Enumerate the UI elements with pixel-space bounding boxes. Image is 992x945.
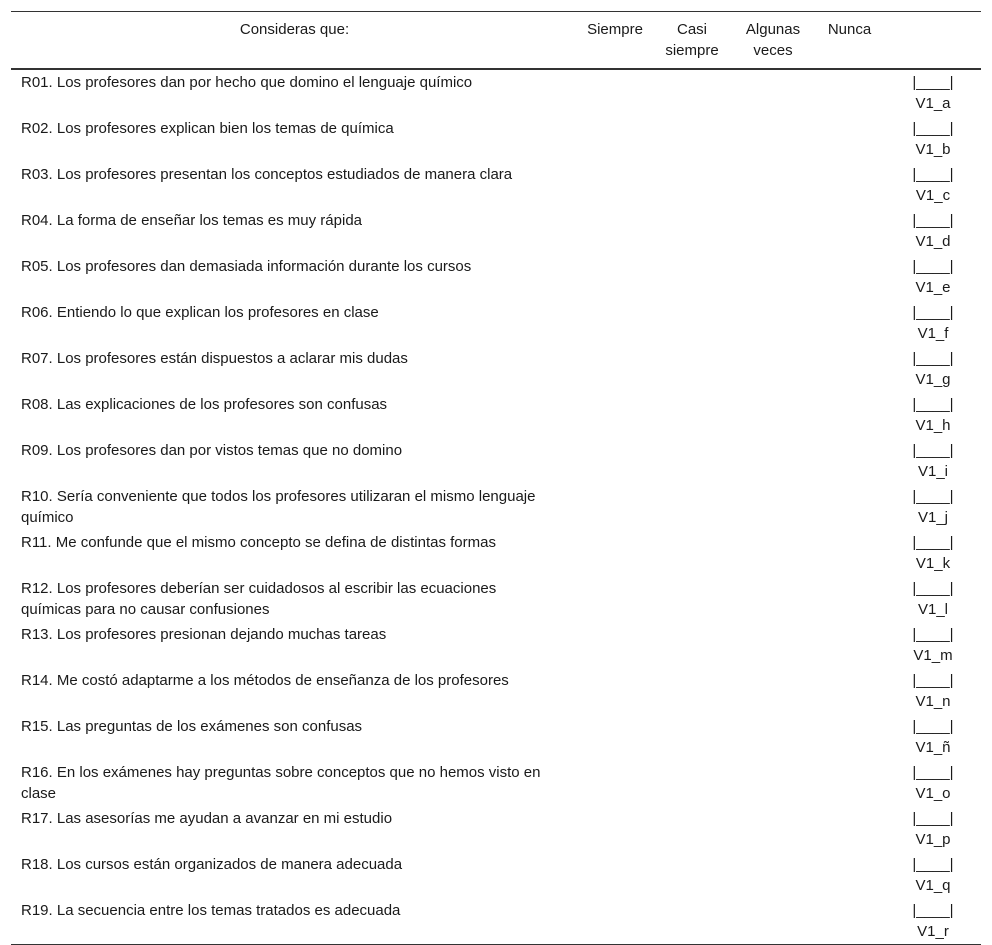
code-cell xyxy=(885,484,981,530)
item-statement xyxy=(11,806,578,852)
table-row xyxy=(11,806,981,852)
item-text: R02. Los profesores explican bien los temas de química xyxy=(21,120,394,137)
answer-cell[interactable] xyxy=(732,300,814,346)
answer-cell[interactable] xyxy=(732,162,814,208)
answer-cell[interactable] xyxy=(578,392,652,438)
table-row xyxy=(11,208,981,254)
item-text: R05. Los profesores dan demasiada información durante los cursos xyxy=(21,258,472,275)
variable-code: V1_f xyxy=(917,325,949,342)
answer-cell[interactable] xyxy=(578,346,652,392)
answer-cell[interactable] xyxy=(652,69,732,116)
answer-cell[interactable] xyxy=(652,300,732,346)
answer-blank[interactable]: |____| xyxy=(912,718,954,735)
answer-cell[interactable] xyxy=(732,622,814,668)
answer-cell[interactable] xyxy=(578,760,652,806)
answer-cell[interactable] xyxy=(652,484,732,530)
code-cell xyxy=(885,438,981,484)
variable-code: V1_l xyxy=(917,601,949,618)
item-statement xyxy=(11,484,578,530)
item-text: R08. Las explicaciones de los profesores son confusas xyxy=(21,396,388,413)
answer-blank[interactable]: |____| xyxy=(912,488,954,505)
answer-blank[interactable]: |____| xyxy=(912,258,954,275)
item-statement xyxy=(11,208,578,254)
item-text: R17. Las asesorías me ayudan a avanzar en mi estudio xyxy=(21,810,393,827)
survey-table xyxy=(11,11,981,945)
answer-cell[interactable] xyxy=(652,530,732,576)
code-cell xyxy=(885,69,981,116)
answer-blank[interactable]: |____| xyxy=(912,534,954,551)
header-option-casi-siempre: Casi siempre xyxy=(665,21,719,59)
answer-cell[interactable] xyxy=(732,346,814,392)
answer-cell[interactable] xyxy=(732,760,814,806)
answer-blank[interactable]: |____| xyxy=(912,212,954,229)
table-row xyxy=(11,576,981,622)
item-text: R16. En los exámenes hay preguntas sobre conceptos que no hemos visto en clase xyxy=(21,764,541,802)
header-option-nunca: Nunca xyxy=(827,21,872,38)
answer-cell[interactable] xyxy=(652,392,732,438)
answer-cell[interactable] xyxy=(652,852,732,898)
answer-blank[interactable]: |____| xyxy=(912,304,954,321)
answer-cell[interactable] xyxy=(578,162,652,208)
answer-blank[interactable]: |____| xyxy=(912,672,954,689)
table-row xyxy=(11,852,981,898)
answer-cell[interactable] xyxy=(814,116,885,162)
answer-cell[interactable] xyxy=(732,116,814,162)
answer-cell[interactable] xyxy=(652,760,732,806)
item-text: R07. Los profesores están dispuestos a aclarar mis dudas xyxy=(21,350,408,367)
answer-blank[interactable]: |____| xyxy=(912,166,954,183)
answer-cell[interactable] xyxy=(652,116,732,162)
table-row xyxy=(11,714,981,760)
code-cell xyxy=(885,300,981,346)
answer-blank[interactable]: |____| xyxy=(912,764,954,781)
item-text: R06. Entiendo lo que explican los profesores en clase xyxy=(21,304,379,321)
code-cell xyxy=(885,622,981,668)
variable-code: V1_g xyxy=(915,371,951,388)
item-statement xyxy=(11,668,578,714)
variable-code: V1_d xyxy=(915,233,951,250)
code-cell xyxy=(885,714,981,760)
variable-code: V1_b xyxy=(915,141,951,158)
answer-cell[interactable] xyxy=(652,438,732,484)
code-cell xyxy=(885,576,981,622)
item-statement xyxy=(11,162,578,208)
answer-cell[interactable] xyxy=(732,898,814,945)
answer-cell[interactable] xyxy=(814,346,885,392)
code-cell xyxy=(885,852,981,898)
variable-code: V1_p xyxy=(915,831,951,848)
code-cell xyxy=(885,760,981,806)
answer-blank[interactable]: |____| xyxy=(912,626,954,643)
item-text: R11. Me confunde que el mismo concepto se defina de distintas formas xyxy=(21,534,496,551)
answer-blank[interactable]: |____| xyxy=(912,902,954,919)
item-statement xyxy=(11,254,578,300)
answer-cell[interactable] xyxy=(732,254,814,300)
variable-code: V1_n xyxy=(915,693,951,710)
variable-code: V1_o xyxy=(915,785,951,802)
survey-table-container xyxy=(11,11,981,945)
answer-cell[interactable] xyxy=(814,760,885,806)
answer-cell[interactable] xyxy=(814,254,885,300)
answer-blank[interactable]: |____| xyxy=(912,442,954,459)
answer-cell[interactable] xyxy=(652,898,732,945)
answer-cell[interactable] xyxy=(652,346,732,392)
header-code xyxy=(885,12,981,70)
answer-cell[interactable] xyxy=(578,300,652,346)
variable-code: V1_m xyxy=(913,647,953,664)
answer-cell[interactable] xyxy=(578,438,652,484)
answer-cell[interactable] xyxy=(578,530,652,576)
item-text: R01. Los profesores dan por hecho que domino el lenguaje químico xyxy=(21,74,473,91)
table-row xyxy=(11,622,981,668)
code-cell xyxy=(885,898,981,945)
item-text: R18. Los cursos están organizados de manera adecuada xyxy=(21,856,403,873)
answer-cell[interactable] xyxy=(814,714,885,760)
header-question: Consideras que: xyxy=(239,21,350,38)
table-row xyxy=(11,300,981,346)
answer-cell[interactable] xyxy=(732,484,814,530)
answer-cell[interactable] xyxy=(578,116,652,162)
answer-cell[interactable] xyxy=(652,806,732,852)
item-text: R19. La secuencia entre los temas tratados es adecuada xyxy=(21,902,401,919)
item-statement xyxy=(11,760,578,806)
answer-cell[interactable] xyxy=(814,300,885,346)
answer-blank[interactable]: |____| xyxy=(912,810,954,827)
answer-cell[interactable] xyxy=(652,714,732,760)
answer-cell[interactable] xyxy=(578,208,652,254)
item-statement xyxy=(11,714,578,760)
answer-cell[interactable] xyxy=(652,254,732,300)
answer-cell[interactable] xyxy=(578,806,652,852)
item-text: R03. Los profesores presentan los conceptos estudiados de manera clara xyxy=(21,166,513,183)
answer-cell[interactable] xyxy=(578,576,652,622)
code-cell xyxy=(885,208,981,254)
variable-code: V1_c xyxy=(915,187,951,204)
header-row xyxy=(11,12,981,70)
table-row xyxy=(11,162,981,208)
answer-cell[interactable] xyxy=(814,898,885,945)
answer-cell[interactable] xyxy=(732,69,814,116)
answer-cell[interactable] xyxy=(732,668,814,714)
answer-cell[interactable] xyxy=(578,668,652,714)
header-option-algunas-veces: Algunas veces xyxy=(745,21,801,59)
answer-cell[interactable] xyxy=(732,806,814,852)
table-row xyxy=(11,668,981,714)
answer-cell[interactable] xyxy=(578,852,652,898)
answer-cell[interactable] xyxy=(814,622,885,668)
table-row xyxy=(11,116,981,162)
answer-cell[interactable] xyxy=(814,69,885,116)
answer-cell[interactable] xyxy=(814,806,885,852)
code-cell xyxy=(885,668,981,714)
item-text: R04. La forma de enseñar los temas es muy rápida xyxy=(21,212,363,229)
item-text: R12. Los profesores deberían ser cuidadosos al escribir las ecuaciones químicas para no causar confusiones xyxy=(21,580,497,618)
item-text: R13. Los profesores presionan dejando muchas tareas xyxy=(21,626,387,643)
table-row xyxy=(11,760,981,806)
header-option-siempre: Siempre xyxy=(587,21,643,38)
answer-blank[interactable]: |____| xyxy=(912,580,954,597)
answer-blank[interactable]: |____| xyxy=(912,856,954,873)
answer-cell[interactable] xyxy=(578,484,652,530)
variable-code: V1_ñ xyxy=(915,739,951,756)
answer-cell[interactable] xyxy=(652,162,732,208)
answer-cell[interactable] xyxy=(732,576,814,622)
answer-blank[interactable]: |____| xyxy=(912,350,954,367)
answer-cell[interactable] xyxy=(578,254,652,300)
answer-cell[interactable] xyxy=(814,668,885,714)
answer-blank[interactable]: |____| xyxy=(912,396,954,413)
item-statement xyxy=(11,116,578,162)
answer-cell[interactable] xyxy=(578,898,652,945)
item-statement xyxy=(11,898,578,945)
answer-blank[interactable]: |____| xyxy=(912,74,954,91)
item-statement xyxy=(11,852,578,898)
table-row xyxy=(11,484,981,530)
table-row xyxy=(11,392,981,438)
answer-cell[interactable] xyxy=(732,852,814,898)
variable-code: V1_k xyxy=(915,555,951,572)
answer-cell[interactable] xyxy=(814,162,885,208)
answer-cell[interactable] xyxy=(578,622,652,668)
code-cell xyxy=(885,392,981,438)
answer-cell[interactable] xyxy=(652,668,732,714)
item-statement xyxy=(11,438,578,484)
code-cell xyxy=(885,116,981,162)
variable-code: V1_h xyxy=(915,417,951,434)
answer-cell[interactable] xyxy=(732,530,814,576)
code-cell xyxy=(885,162,981,208)
answer-cell[interactable] xyxy=(578,69,652,116)
code-cell xyxy=(885,806,981,852)
table-row xyxy=(11,898,981,945)
item-statement xyxy=(11,346,578,392)
answer-cell[interactable] xyxy=(814,484,885,530)
answer-cell[interactable] xyxy=(652,576,732,622)
code-cell xyxy=(885,346,981,392)
answer-cell[interactable] xyxy=(652,208,732,254)
survey-body xyxy=(11,69,981,945)
variable-code: V1_r xyxy=(917,923,949,940)
variable-code: V1_i xyxy=(917,463,949,480)
answer-cell[interactable] xyxy=(732,392,814,438)
item-statement xyxy=(11,576,578,622)
item-text: R09. Los profesores dan por vistos temas que no domino xyxy=(21,442,403,459)
item-statement xyxy=(11,392,578,438)
item-statement xyxy=(11,622,578,668)
answer-cell[interactable] xyxy=(814,530,885,576)
variable-code: V1_j xyxy=(917,509,949,526)
code-cell xyxy=(885,530,981,576)
answer-cell[interactable] xyxy=(814,852,885,898)
item-text: R10. Sería conveniente que todos los profesores utilizaran el mismo lenguaje químico xyxy=(21,488,536,526)
answer-cell[interactable] xyxy=(578,714,652,760)
code-cell xyxy=(885,254,981,300)
answer-cell[interactable] xyxy=(814,392,885,438)
table-row xyxy=(11,346,981,392)
table-row xyxy=(11,69,981,116)
table-row xyxy=(11,530,981,576)
answer-cell[interactable] xyxy=(652,622,732,668)
answer-blank[interactable]: |____| xyxy=(912,120,954,137)
table-row xyxy=(11,438,981,484)
answer-cell[interactable] xyxy=(732,208,814,254)
answer-cell[interactable] xyxy=(814,438,885,484)
item-statement xyxy=(11,69,578,116)
item-statement xyxy=(11,530,578,576)
item-text: R14. Me costó adaptarme a los métodos de enseñanza de los profesores xyxy=(21,672,509,689)
answer-cell[interactable] xyxy=(814,576,885,622)
variable-code: V1_a xyxy=(915,95,951,112)
variable-code: V1_q xyxy=(915,877,951,894)
table-row xyxy=(11,254,981,300)
item-statement xyxy=(11,300,578,346)
answer-cell[interactable] xyxy=(732,438,814,484)
variable-code: V1_e xyxy=(915,279,951,296)
answer-cell[interactable] xyxy=(814,208,885,254)
item-text: R15. Las preguntas de los exámenes son confusas xyxy=(21,718,363,735)
answer-cell[interactable] xyxy=(732,714,814,760)
